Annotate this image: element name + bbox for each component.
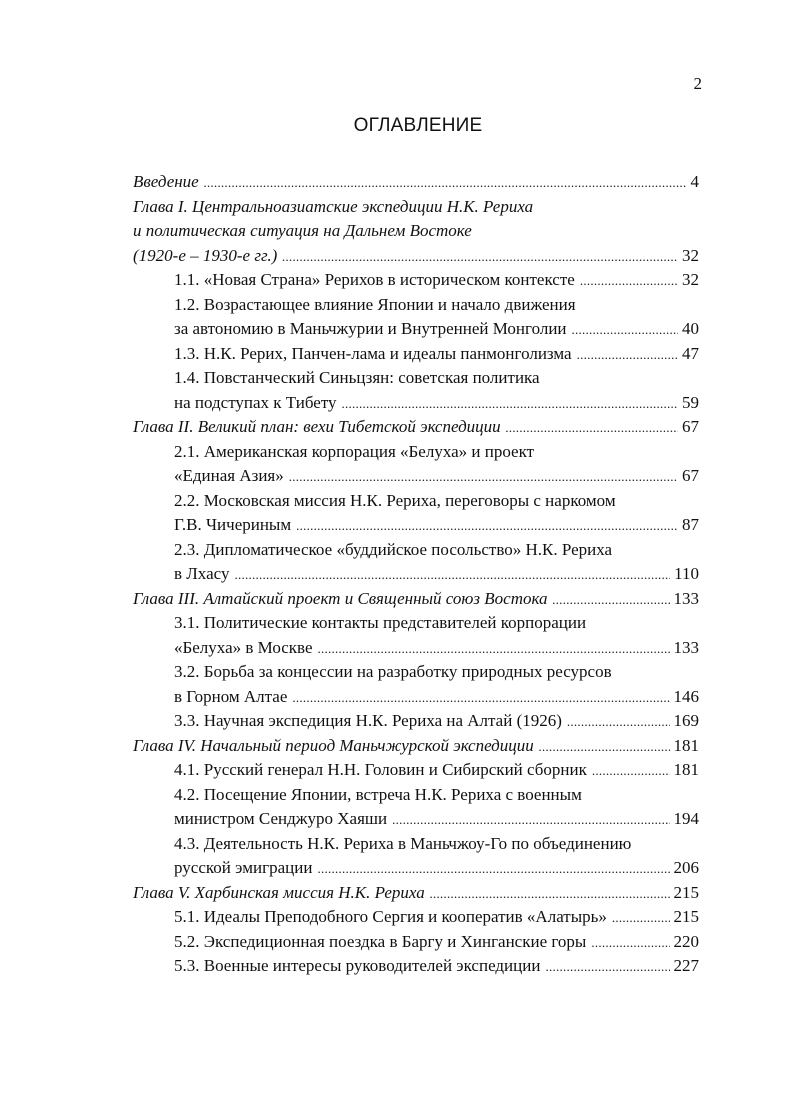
entry-page: 32 [682,246,699,265]
dot-leader [234,563,670,587]
toc-section-4-2-line-2[interactable] [174,807,699,831]
toc-section-2-3-line-1[interactable] [174,538,699,562]
entry-title: 4.2. Посещение Японии, встреча Н.К. Рериха с военным [174,785,582,804]
entry-title: 1.2. Возрастающее влияние Японии и начало движения [174,295,576,314]
entry-title: 5.2. Экспедиционная поездка в Баргу и Хинганские горы [174,932,587,951]
dot-leader [580,269,678,293]
entry-page: 169 [673,711,699,730]
toc-chapter-1-line-3[interactable] [133,244,699,268]
dot-leader [292,686,669,710]
dot-leader [577,343,678,367]
entry-page: 206 [673,858,699,877]
entry-page: 67 [682,417,699,436]
toc-section-2-1-line-2[interactable] [174,464,699,488]
toc-section-3-3[interactable] [174,709,699,733]
dot-leader [612,906,670,930]
entry-title: русской эмиграции [174,858,313,877]
entry-page: 194 [673,809,699,828]
toc-section-1-2-line-1[interactable] [174,293,699,317]
toc-section-2-1-line-1[interactable] [174,440,699,464]
entry-title: 1.1. «Новая Страна» Рерихов в историческом контексте [174,270,575,289]
toc-section-2-3-line-2[interactable] [174,562,699,586]
entry-title: и политическая ситуация на Дальнем Востоке [133,221,472,240]
entry-page: 87 [682,515,699,534]
entry-title: (1920-е – 1930-е гг.) [133,246,278,265]
toc-section-5-2[interactable] [174,930,699,954]
entry-title: «Единая Азия» [174,466,284,485]
toc-section-4-3-line-2[interactable] [174,856,699,880]
dot-leader [592,759,670,783]
toc-section-5-3[interactable] [174,954,699,978]
dot-leader [430,882,670,906]
entry-page: 181 [673,760,699,779]
toc-section-5-1[interactable] [174,905,699,929]
dot-leader [317,857,669,881]
entry-title: министром Сенджуро Хаяши [174,809,388,828]
entry-title: 5.3. Военные интересы руководителей экспедиции [174,956,541,975]
toc-section-1-2-line-2[interactable] [174,317,699,341]
dot-leader [392,808,669,832]
dot-leader [545,955,669,979]
dot-leader [318,637,670,661]
toc-title: ОГЛАВЛЕНИЕ [353,115,483,136]
toc-section-2-2-line-2[interactable] [174,513,699,537]
entry-title: в Горном Алтае [174,687,288,706]
toc-section-3-1-line-1[interactable] [174,611,699,635]
entry-title: за автономию в Маньчжурии и Внутренней Монголии [174,319,567,338]
entry-title: 5.1. Идеалы Преподобного Сергия и кооператив «Алатырь» [174,907,607,926]
entry-page: 67 [682,466,699,485]
dot-leader [289,465,678,489]
dot-leader [342,392,678,416]
entry-page: 32 [682,270,699,289]
entry-title: Глава IV. Начальный период Маньчжурской экспедиции [133,736,534,755]
entry-page: 133 [673,638,699,657]
toc-entry-introduction[interactable] [133,170,699,194]
toc-section-4-2-line-1[interactable] [174,783,699,807]
entry-title: Глава V. Харбинская миссия Н.К. Рериха [133,883,425,902]
entry-title: 1.4. Повстанческий Синьцзян: советская политика [174,368,540,387]
entry-title: в Лхасу [174,564,230,583]
toc-section-1-1[interactable] [174,268,699,292]
entry-page: 4 [690,172,699,191]
entry-title: 4.3. Деятельность Н.К. Рериха в Маньчжоу-Го по объединению [174,834,632,853]
dot-leader [553,588,670,612]
dot-leader [296,514,678,538]
dot-leader [567,710,670,734]
entry-page: 146 [673,687,699,706]
entry-page: 133 [673,589,699,608]
entry-title: 3.3. Научная экспедиция Н.К. Рериха на Алтай (1926) [174,711,562,730]
dot-leader [204,171,687,195]
entry-page: 47 [682,344,699,363]
dot-leader [572,318,678,342]
toc-section-2-2-line-1[interactable] [174,489,699,513]
entry-title: Глава II. Великий план: вехи Тибетской экспедиции [133,417,501,436]
entry-page: 227 [673,956,699,975]
entry-title: Г.В. Чичериным [174,515,292,534]
toc-section-4-3-line-1[interactable] [174,832,699,856]
page-number: 2 [693,74,702,93]
entry-title: 2.2. Московская миссия Н.К. Рериха, переговоры с наркомом [174,491,616,510]
entry-title: 2.1. Американская корпорация «Белуха» и проект [174,442,535,461]
entry-title: на подступах к Тибету [174,393,337,412]
dot-leader [539,735,670,759]
dot-leader [506,416,678,440]
entry-title: «Белуха» в Москве [174,638,313,657]
toc-section-3-2-line-2[interactable] [174,685,699,709]
toc-chapter-1-line-1[interactable] [133,195,699,219]
entry-page: 110 [674,564,699,583]
toc-chapter-3[interactable] [133,587,699,611]
toc-section-3-2-line-1[interactable] [174,660,699,684]
entry-title: 3.2. Борьба за концессии на разработку природных ресурсов [174,662,612,681]
entry-page: 215 [673,883,699,902]
toc-chapter-1-line-2[interactable] [133,219,699,243]
entry-title: 1.3. Н.К. Рерих, Панчен-лама и идеалы панмонголизма [174,344,572,363]
entry-page: 181 [673,736,699,755]
entry-title: Глава I. Центральноазиатские экспедиции Н.К. Рериха [133,197,534,216]
entry-page: 215 [673,907,699,926]
toc-section-1-3[interactable] [174,342,699,366]
toc-section-3-1-line-2[interactable] [174,636,699,660]
entry-page: 220 [673,932,699,951]
toc-section-1-4-line-2[interactable] [174,391,699,415]
entry-title: 2.3. Дипломатическое «буддийское посольство» Н.К. Рериха [174,540,613,559]
entry-title: Введение [133,172,199,191]
entry-title: Глава III. Алтайский проект и Священный союз Востока [133,589,548,608]
entry-title: 4.1. Русский генерал Н.Н. Головин и Сибирский сборник [174,760,587,779]
toc-chapter-2[interactable] [133,415,699,439]
dot-leader [282,245,678,269]
entry-page: 59 [682,393,699,412]
toc-chapter-4[interactable] [133,734,699,758]
entry-title: 3.1. Политические контакты представителей корпорации [174,613,587,632]
toc-section-1-4-line-1[interactable] [174,366,699,390]
toc-chapter-5[interactable] [133,881,699,905]
toc-section-4-1[interactable] [174,758,699,782]
entry-page: 40 [682,319,699,338]
dot-leader [591,931,669,955]
